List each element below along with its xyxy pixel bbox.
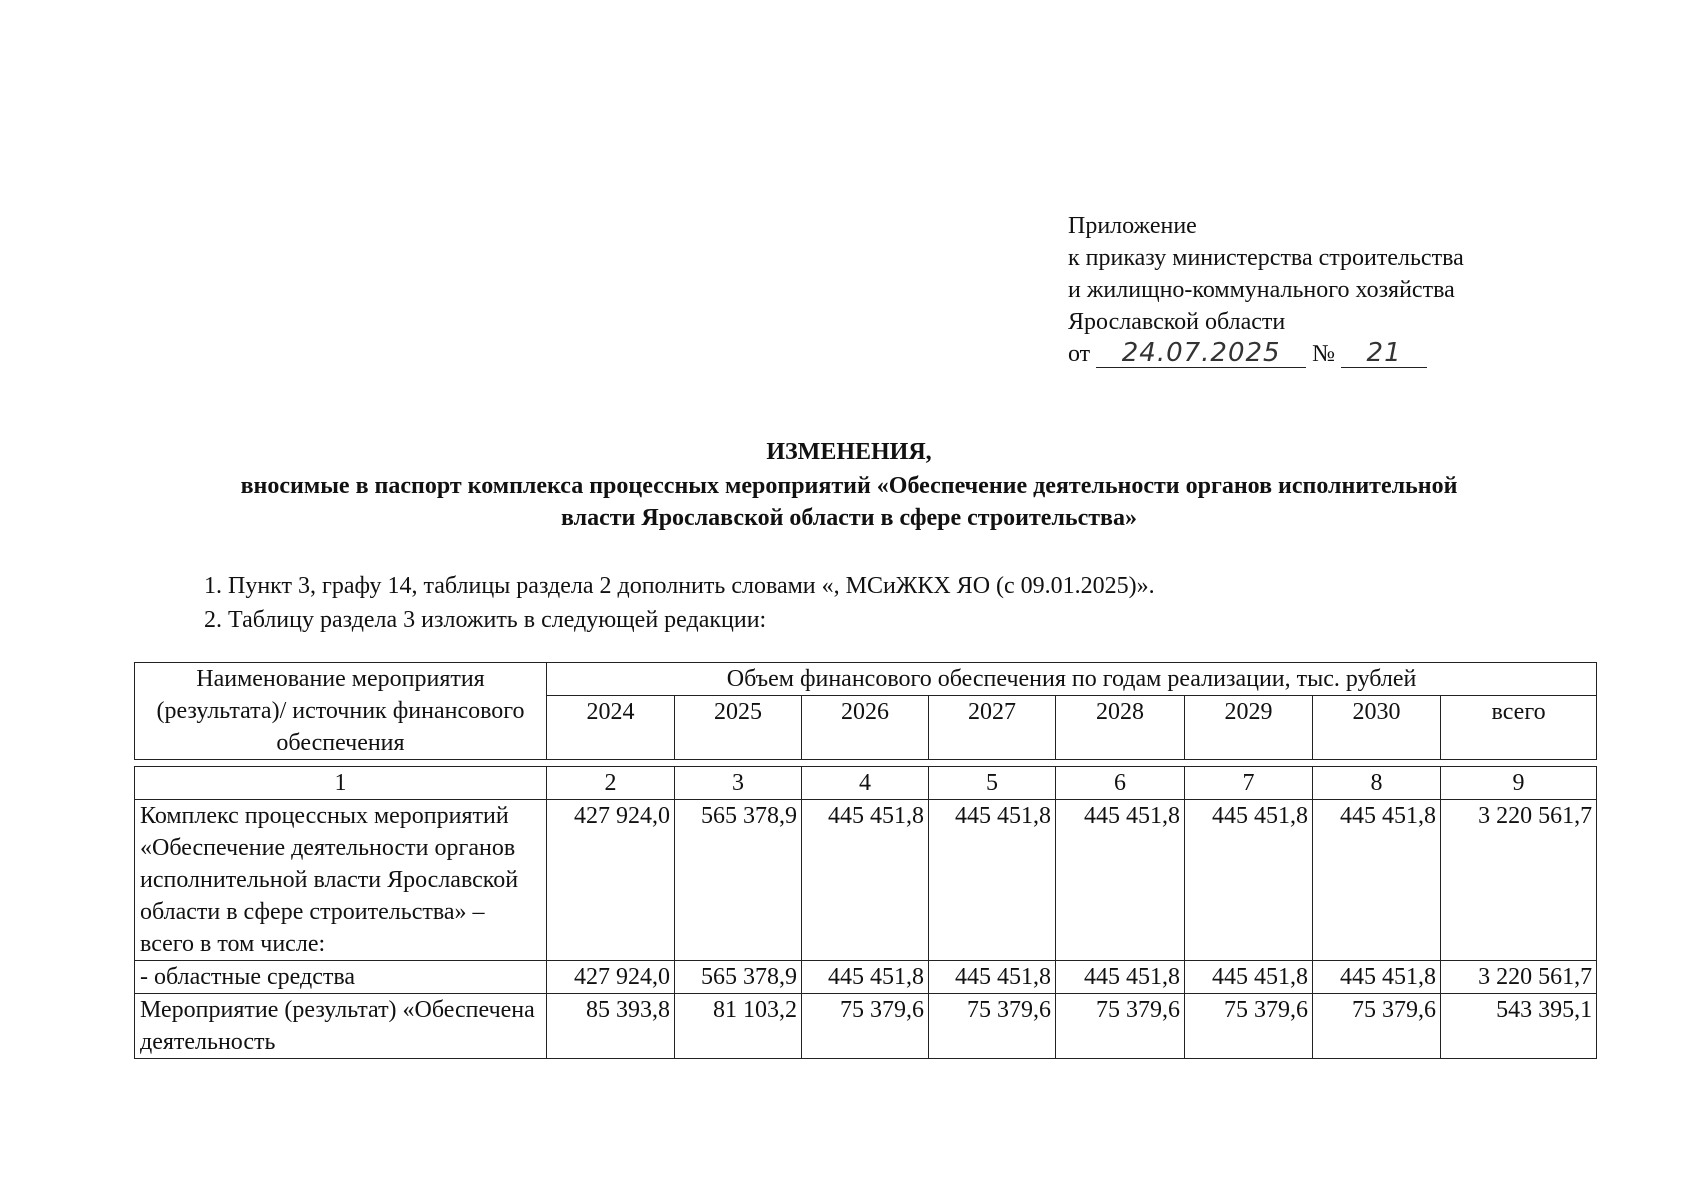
value-cell: 427 924,0 — [547, 800, 675, 961]
document-subtitle-line-2: власти Ярославской области в сфере строительства» — [560, 505, 1138, 531]
header-gap — [135, 760, 1597, 767]
appendix-line: к приказу министерства строительства — [1068, 245, 1464, 271]
value-cell: 85 393,8 — [547, 994, 675, 1059]
order-date-line — [1068, 338, 1464, 370]
column-number: 9 — [1441, 767, 1597, 800]
value-cell: 427 924,0 — [547, 961, 675, 994]
year-header: 2027 — [929, 696, 1056, 760]
column-number: 7 — [1185, 767, 1313, 800]
number-sign: № — [1312, 341, 1336, 367]
column-number: 4 — [802, 767, 929, 800]
row-label: Мероприятие (результат) «Обеспечена деятельность — [135, 994, 547, 1059]
value-cell: 445 451,8 — [1313, 800, 1441, 961]
value-cell: 445 451,8 — [929, 961, 1056, 994]
year-header: 2026 — [802, 696, 929, 760]
appendix-block — [1068, 210, 1464, 370]
financing-group-header: Объем финансового обеспечения по годам реализации, тыс. рублей — [547, 663, 1597, 696]
value-cell: 565 378,9 — [675, 800, 802, 961]
value-cell: 445 451,8 — [802, 800, 929, 961]
year-header: 2024 — [547, 696, 675, 760]
column-number: 8 — [1313, 767, 1441, 800]
column-number: 1 — [135, 767, 547, 800]
column-number: 3 — [675, 767, 802, 800]
total-header: всего — [1441, 696, 1597, 760]
value-cell: 75 379,6 — [1313, 994, 1441, 1059]
value-cell: 445 451,8 — [1185, 800, 1313, 961]
value-cell: 445 451,8 — [1185, 961, 1313, 994]
year-header: 2030 — [1313, 696, 1441, 760]
financing-table — [134, 662, 1597, 1059]
total-cell: 3 220 561,7 — [1441, 800, 1597, 961]
appendix-line: и жилищно-коммунального хозяйства — [1068, 277, 1455, 303]
name-column-header: Наименование мероприятия (результата)/ источник финансового обеспечения — [135, 663, 547, 760]
total-cell: 543 395,1 — [1441, 994, 1597, 1059]
table-header-row — [135, 663, 1597, 696]
handwritten-date: 24.07.2025 — [1096, 339, 1306, 368]
value-cell: 75 379,6 — [929, 994, 1056, 1059]
value-cell: 445 451,8 — [1056, 800, 1185, 961]
paragraph-1: 1. Пункт 3, графу 14, таблицы раздела 2 дополнить словами «, МСиЖКХ ЯО (с 09.01.2025)». — [204, 573, 1155, 599]
table-row — [135, 961, 1597, 994]
paragraph-2: 2. Таблицу раздела 3 изложить в следующей редакции: — [204, 607, 767, 633]
year-header: 2028 — [1056, 696, 1185, 760]
value-cell: 81 103,2 — [675, 994, 802, 1059]
document-heading: ИЗМЕНЕНИЯ, — [766, 439, 932, 465]
appendix-line: Ярославской области — [1068, 309, 1286, 335]
column-number: 6 — [1056, 767, 1185, 800]
date-prefix: от — [1068, 341, 1091, 367]
column-number: 2 — [547, 767, 675, 800]
year-header: 2029 — [1185, 696, 1313, 760]
table-row — [135, 800, 1597, 961]
value-cell: 445 451,8 — [1313, 961, 1441, 994]
row-label: - областные средства — [135, 961, 547, 994]
table-row — [135, 994, 1597, 1059]
appendix-line: Приложение — [1068, 213, 1197, 239]
document-subtitle-line-1: вносимые в паспорт комплекса процессных мероприятий «Обеспечение деятельности органов исполнительной — [240, 473, 1458, 499]
handwritten-number: 21 — [1341, 339, 1427, 368]
column-number: 5 — [929, 767, 1056, 800]
value-cell: 445 451,8 — [929, 800, 1056, 961]
row-label: Комплекс процессных мероприятий «Обеспечение деятельности органов исполнительной власти Ярославской области в сфере строительства» – всего в том числе: — [135, 800, 547, 961]
value-cell: 75 379,6 — [1185, 994, 1313, 1059]
total-cell: 3 220 561,7 — [1441, 961, 1597, 994]
column-numbering-row — [135, 767, 1597, 800]
value-cell: 445 451,8 — [1056, 961, 1185, 994]
value-cell: 565 378,9 — [675, 961, 802, 994]
value-cell: 75 379,6 — [802, 994, 929, 1059]
value-cell: 445 451,8 — [802, 961, 929, 994]
value-cell: 75 379,6 — [1056, 994, 1185, 1059]
year-header: 2025 — [675, 696, 802, 760]
